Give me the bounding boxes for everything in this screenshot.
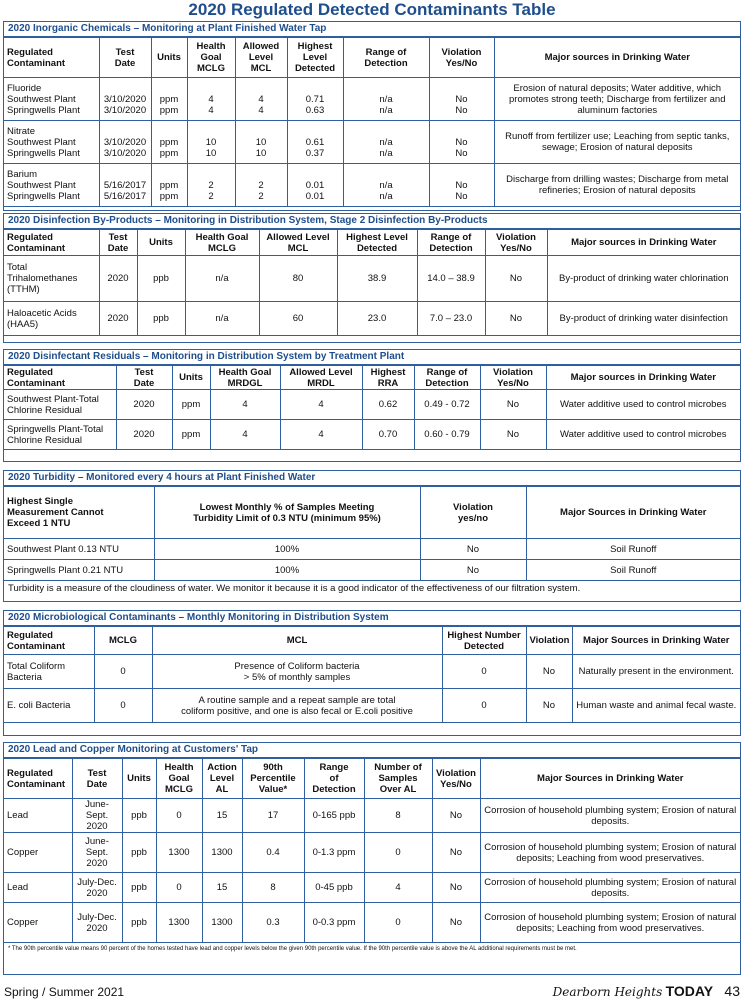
column-header: Allowed Level MCL	[235, 38, 287, 78]
table-row	[4, 833, 740, 873]
table-cell: n/a	[185, 302, 259, 336]
table-cell: 8	[242, 873, 304, 903]
issue-label: Spring / Summer 2021	[4, 985, 125, 999]
table-cell: 3/10/2020 3/10/2020	[99, 121, 151, 164]
table-row	[4, 655, 740, 689]
table-row	[4, 302, 740, 336]
table-cell: n/a	[185, 256, 259, 302]
column-header: Major Sources in Drinking Water	[572, 627, 740, 655]
column-header: Units	[172, 366, 210, 390]
column-header: Major Sources in Drinking Water	[480, 759, 740, 799]
table-cell: ppm ppm	[151, 121, 187, 164]
column-header: Test Date	[99, 230, 137, 256]
inorganic-section	[3, 21, 741, 211]
table-cell: 80	[259, 256, 337, 302]
table-cell: ppm ppm	[151, 164, 187, 207]
table-cell: 1300	[156, 833, 202, 873]
table-cell: Naturally present in the environment.	[572, 655, 740, 689]
table-cell: 0	[442, 689, 526, 723]
table-cell: n/a n/a	[343, 164, 429, 207]
table-cell: ppb	[137, 256, 185, 302]
column-header: Allowed Level MCL	[259, 230, 337, 256]
turbidity-note: Turbidity is a measure of the cloudiness of water. We monitor it because it is a good indicator of the effectiveness of our filtration system.	[8, 583, 581, 594]
table-cell: ppb	[122, 799, 156, 833]
table-cell: June-Sept. 2020	[72, 833, 122, 873]
table-row	[4, 420, 740, 450]
table-cell: 0-165 ppb	[304, 799, 364, 833]
table-cell: 0.01 0.01	[287, 164, 343, 207]
column-header: Violation	[526, 627, 572, 655]
table-cell: 0	[364, 833, 432, 873]
table-cell: No	[432, 833, 480, 873]
column-header: Violation Yes/No	[480, 366, 546, 390]
column-header: Highest Single Measurement Cannot Exceed 1 NTU	[4, 487, 154, 539]
table-cell: 100%	[154, 539, 420, 560]
table-cell: n/a n/a	[343, 78, 429, 121]
table-cell: E. coli Bacteria	[4, 689, 94, 723]
table-cell: 1300	[156, 903, 202, 943]
table-row	[4, 873, 740, 903]
table-cell: July-Dec. 2020	[72, 903, 122, 943]
table-cell: No	[480, 420, 546, 450]
column-header: Violation yes/no	[420, 487, 526, 539]
column-header: Highest RRA	[362, 366, 414, 390]
column-header: Units	[151, 38, 187, 78]
table-cell: ppm ppm	[151, 78, 187, 121]
table-cell: 0.70	[362, 420, 414, 450]
section-title: 2020 Turbidity – Monitored every 4 hours at Plant Finished Water	[4, 471, 740, 486]
table-cell: Presence of Coliform bacteria > 5% of monthly samples	[152, 655, 442, 689]
table-cell: Lead	[4, 873, 72, 903]
table-cell: 2020	[99, 302, 137, 336]
brand-bold: TODAY	[665, 983, 714, 999]
table-cell: Erosion of natural deposits; Water additive, which promotes strong teeth; Discharge from fertilizer and aluminum factories	[494, 78, 740, 121]
column-header: Test Date	[116, 366, 172, 390]
table-cell: 8	[364, 799, 432, 833]
table-cell: ppb	[137, 302, 185, 336]
table-cell: 3/10/2020 3/10/2020	[99, 78, 151, 121]
table-cell: 0-0.3 ppm	[304, 903, 364, 943]
section-title: 2020 Disinfectant Residuals – Monitoring in Distribution System by Treatment Plant	[4, 350, 740, 365]
table-cell: ppb	[122, 903, 156, 943]
column-header: MCLG	[94, 627, 152, 655]
column-header: Highest Level Detected	[287, 38, 343, 78]
column-header: Test Date	[72, 759, 122, 799]
column-header: Units	[122, 759, 156, 799]
table-cell: 4	[364, 873, 432, 903]
table-cell: Copper	[4, 833, 72, 873]
section-title: 2020 Microbiological Contaminants – Monthly Monitoring in Distribution System	[4, 611, 740, 626]
table-cell: Haloacetic Acids (HAA5)	[4, 302, 99, 336]
table-cell: July-Dec. 2020	[72, 873, 122, 903]
table-cell: Corrosion of household plumbing system; Erosion of natural deposits.	[480, 873, 740, 903]
table-cell: 0	[94, 655, 152, 689]
turbidity-table	[4, 486, 740, 581]
micro-section	[3, 610, 741, 736]
table-cell: No	[485, 256, 547, 302]
table-cell: 2020	[116, 390, 172, 420]
table-cell: Water additive used to control microbes	[546, 420, 740, 450]
table-cell: 0.49 - 0.72	[414, 390, 480, 420]
table-cell: No	[526, 689, 572, 723]
table-cell: 0.61 0.37	[287, 121, 343, 164]
column-header: Test Date	[99, 38, 151, 78]
table-row	[4, 78, 740, 121]
table-cell: 15	[202, 799, 242, 833]
table-cell: ppm	[172, 390, 210, 420]
table-cell: No	[432, 903, 480, 943]
table-cell: 7.0 – 23.0	[417, 302, 485, 336]
table-cell: 10 10	[235, 121, 287, 164]
table-row	[4, 903, 740, 943]
table-cell: Fluoride Southwest Plant Springwells Plant	[4, 78, 99, 121]
table-cell: Southwest Plant-Total Chlorine Residual	[4, 390, 116, 420]
table-cell: 0.71 0.63	[287, 78, 343, 121]
table-cell: 5/16/2017 5/16/2017	[99, 164, 151, 207]
section-title: 2020 Inorganic Chemicals – Monitoring at Plant Finished Water Tap	[4, 22, 740, 37]
table-cell: A routine sample and a repeat sample are total coliform positive, and one is also fecal or E.coli positive	[152, 689, 442, 723]
table-cell: Soil Runoff	[526, 539, 740, 560]
table-cell: 4 4	[187, 78, 235, 121]
table-cell: 23.0	[337, 302, 417, 336]
table-cell: Springwells Plant 0.21 NTU	[4, 560, 154, 581]
table-cell: Water additive used to control microbes	[546, 390, 740, 420]
brand-script: Dearborn Heights	[552, 985, 663, 999]
table-cell: 14.0 – 38.9	[417, 256, 485, 302]
table-row	[4, 560, 740, 581]
column-header: MCL	[152, 627, 442, 655]
table-cell: Total Trihalomethanes (TTHM)	[4, 256, 99, 302]
table-cell: By-product of drinking water chlorination	[547, 256, 740, 302]
column-header: Major Sources in Drinking Water	[526, 487, 740, 539]
table-row	[4, 539, 740, 560]
table-cell: Corrosion of household plumbing system; Erosion of natural deposits; Leaching from wood preservatives.	[480, 903, 740, 943]
column-header: Range of Detection	[304, 759, 364, 799]
table-cell: 2020	[99, 256, 137, 302]
column-header: Violation Yes/No	[432, 759, 480, 799]
table-cell: Copper	[4, 903, 72, 943]
table-cell: No	[420, 560, 526, 581]
column-header: Range of Detection	[343, 38, 429, 78]
page-title: 2020 Regulated Detected Contaminants Table	[188, 0, 556, 19]
table-cell: Corrosion of household plumbing system; Erosion of natural deposits.	[480, 799, 740, 833]
table-cell: 0	[364, 903, 432, 943]
column-header: Range of Detection	[414, 366, 480, 390]
table-cell: 0	[94, 689, 152, 723]
column-header: Regulated Contaminant	[4, 627, 94, 655]
inorganic-table	[4, 37, 740, 207]
publication-brand	[553, 982, 740, 1001]
table-row	[4, 164, 740, 207]
table-cell: June-Sept. 2020	[72, 799, 122, 833]
column-header: Allowed Level MRDL	[280, 366, 362, 390]
column-header: Action Level AL	[202, 759, 242, 799]
table-cell: 1300	[202, 903, 242, 943]
table-cell: Nitrate Southwest Plant Springwells Plant	[4, 121, 99, 164]
table-cell: 100%	[154, 560, 420, 581]
turbidity-section	[3, 470, 741, 602]
column-header: Highest Number Detected	[442, 627, 526, 655]
dbp-table	[4, 229, 740, 336]
column-header: Major sources in Drinking Water	[547, 230, 740, 256]
table-row	[4, 121, 740, 164]
table-cell: 0	[442, 655, 526, 689]
lead-section	[3, 742, 741, 975]
table-cell: 0.60 - 0.79	[414, 420, 480, 450]
table-cell: 0-45 ppb	[304, 873, 364, 903]
table-cell: 15	[202, 873, 242, 903]
residuals-section	[3, 349, 741, 462]
table-cell: No No	[429, 164, 494, 207]
column-header: Violation Yes/No	[429, 38, 494, 78]
table-cell: Barium Southwest Plant Springwells Plant	[4, 164, 99, 207]
column-header: Health Goal MCLG	[187, 38, 235, 78]
table-cell: Total Coliform Bacteria	[4, 655, 94, 689]
table-cell: 38.9	[337, 256, 417, 302]
table-cell: 0.62	[362, 390, 414, 420]
column-header: Health Goal MCLG	[156, 759, 202, 799]
column-header: Regulated Contaminant	[4, 759, 72, 799]
lead-table	[4, 758, 740, 943]
dbp-section	[3, 213, 741, 343]
table-cell: 0	[156, 873, 202, 903]
column-header: Health Goal MCLG	[185, 230, 259, 256]
table-cell: 1300	[202, 833, 242, 873]
table-cell: No No	[429, 78, 494, 121]
table-cell: 4	[210, 420, 280, 450]
table-cell: 0-1.3 ppm	[304, 833, 364, 873]
table-cell: By-product of drinking water disinfection	[547, 302, 740, 336]
table-cell: No No	[429, 121, 494, 164]
table-cell: Human waste and animal fecal waste.	[572, 689, 740, 723]
table-row	[4, 256, 740, 302]
column-header: Health Goal MRDGL	[210, 366, 280, 390]
table-cell: 0	[156, 799, 202, 833]
table-cell: 10 10	[187, 121, 235, 164]
column-header: Regulated Contaminant	[4, 230, 99, 256]
column-header: Violation Yes/No	[485, 230, 547, 256]
section-title: 2020 Disinfection By-Products – Monitoring in Distribution System, Stage 2 Disinfection By-Products	[4, 214, 740, 229]
lead-footnote: * The 90th percentile value means 90 percent of the homes tested have lead and copper levels below the given 90th percentile value. If the 90th percentile value is above the AL additional requirements must be met.	[8, 946, 577, 952]
table-cell: No	[432, 873, 480, 903]
micro-table	[4, 626, 740, 723]
table-cell: 2 2	[187, 164, 235, 207]
table-cell: 4	[210, 390, 280, 420]
column-header: Lowest Monthly % of Samples Meeting Turbidity Limit of 0.3 NTU (minimum 95%)	[154, 487, 420, 539]
column-header: Regulated Contaminant	[4, 366, 116, 390]
table-cell: 0.3	[242, 903, 304, 943]
table-cell: ppm	[172, 420, 210, 450]
table-cell: Corrosion of household plumbing system; Erosion of natural deposits; Leaching from wood preservatives.	[480, 833, 740, 873]
table-cell: 4 4	[235, 78, 287, 121]
table-cell: 17	[242, 799, 304, 833]
page-number: 43	[724, 983, 740, 999]
column-header: Units	[137, 230, 185, 256]
column-header: Regulated Contaminant	[4, 38, 99, 78]
table-cell: n/a n/a	[343, 121, 429, 164]
table-cell: No	[485, 302, 547, 336]
table-cell: No	[420, 539, 526, 560]
residuals-table	[4, 365, 740, 450]
table-cell: ppb	[122, 873, 156, 903]
table-cell: 2020	[116, 420, 172, 450]
table-cell: 60	[259, 302, 337, 336]
table-cell: Discharge from drilling wastes; Discharge from metal refineries; Erosion of natural deposits	[494, 164, 740, 207]
table-cell: Runoff from fertilizer use; Leaching from septic tanks, sewage; Erosion of natural deposits	[494, 121, 740, 164]
column-header: Major sources in Drinking Water	[494, 38, 740, 78]
table-row	[4, 689, 740, 723]
table-cell: Lead	[4, 799, 72, 833]
column-header: Number of Samples Over AL	[364, 759, 432, 799]
table-cell: Soil Runoff	[526, 560, 740, 581]
table-cell: No	[480, 390, 546, 420]
column-header: 90th Percentile Value*	[242, 759, 304, 799]
table-cell: 0.4	[242, 833, 304, 873]
table-cell: 4	[280, 420, 362, 450]
table-cell: ppb	[122, 833, 156, 873]
table-row	[4, 390, 740, 420]
table-cell: Southwest Plant 0.13 NTU	[4, 539, 154, 560]
table-cell: No	[432, 799, 480, 833]
section-title: 2020 Lead and Copper Monitoring at Customers' Tap	[4, 743, 740, 758]
table-row	[4, 799, 740, 833]
table-cell: 4	[280, 390, 362, 420]
column-header: Major sources in Drinking Water	[546, 366, 740, 390]
table-cell: 2 2	[235, 164, 287, 207]
column-header: Range of Detection	[417, 230, 485, 256]
column-header: Highest Level Detected	[337, 230, 417, 256]
table-cell: No	[526, 655, 572, 689]
table-cell: Springwells Plant-Total Chlorine Residual	[4, 420, 116, 450]
